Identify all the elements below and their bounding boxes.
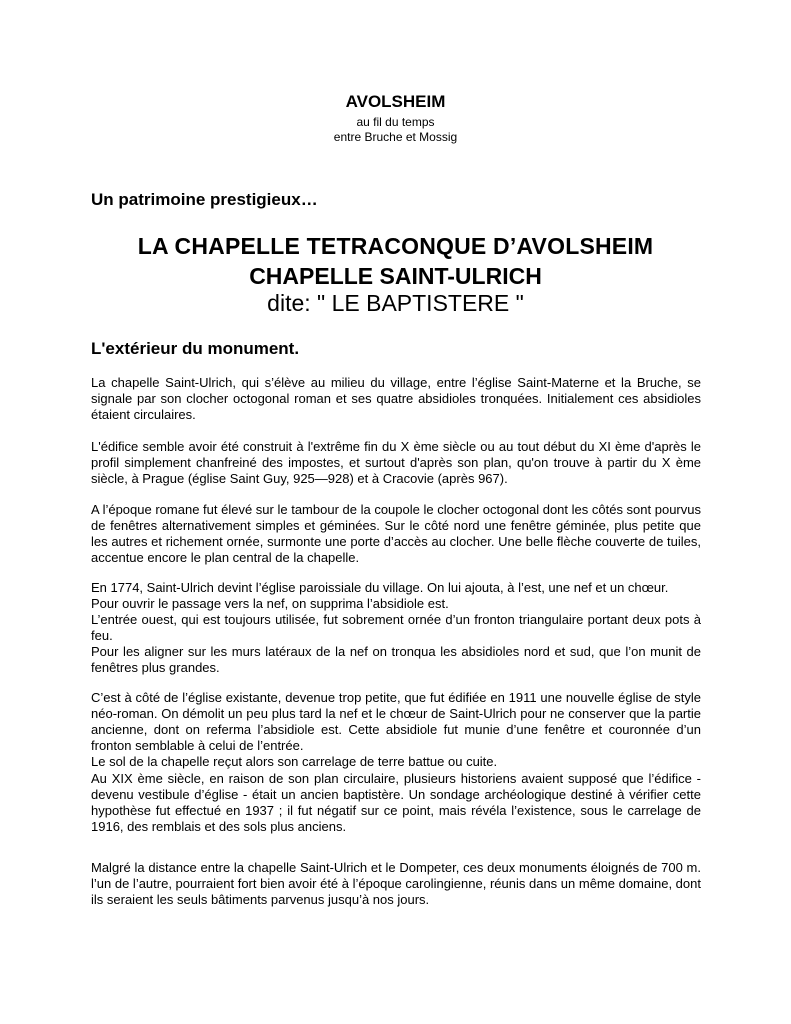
paragraph-5-line-2: Le sol de la chapelle reçut alors son carrelage de terre battue ou cuite. bbox=[91, 754, 498, 769]
paragraph-4-line-1: En 1774, Saint-Ulrich devint l’église paroissiale du village. On lui ajouta, à l’est, une nef et un chœur. bbox=[91, 580, 669, 595]
paragraph-2: L'édifice semble avoir été construit à l'extrême fin du X ème siècle ou au tout début du XI ème d'après le profil simplement chanfreiné des impostes, et surtout d'après son plan, qu'on trouve à partir du X ème siècle, à Prague (église Saint Guy, 925—928) et à Cracovie (après 967). bbox=[91, 439, 701, 486]
header-title: AVOLSHEIM bbox=[345, 92, 446, 111]
main-title-line-2: CHAPELLE SAINT-ULRICH bbox=[249, 263, 542, 289]
paragraph-4-line-4: Pour les aligner sur les murs latéraux de la nef on tronqua les absidioles nord et sud, que l’on munit de fenêtres plus grandes. bbox=[91, 644, 701, 675]
paragraph-1: La chapelle Saint-Ulrich, qui s’élève au milieu du village, entre l’église Saint-Materne et la Bruche, se signale par son clocher octogonal roman et ses quatre absidioles tronquées. Initialement ces absidioles étaient circulaires. bbox=[91, 375, 701, 422]
paragraph-6: Au XIX ème siècle, en raison de son plan circulaire, plusieurs historiens avaient supposé que l’édifice - devenu vestibule d’église - était un ancien baptistère. Un sondage archéologique destiné à vérifier cette hypothèse fut effectué en 1937 ; il fut négatif sur ce point, mais révéla l’existence, sous le carrelage de 1916, des remblais et des sols plus anciens. bbox=[91, 771, 701, 834]
header-subtitle-2: entre Bruche et Mossig bbox=[333, 130, 458, 144]
paragraph-5-line-1: C’est à côté de l’église existante, devenue trop petite, que fut édifiée en 1911 une nouvelle église de style néo-roman. On démolit un peu plus tard la nef et le chœur de Saint-Ulrich pour ne conserver que la partie ancienne, dont on referma l’absidiole est. Cette absidiole fut munie d’une fenêtre et couronnée d’un fronton semblable à celui de l’entrée. bbox=[91, 690, 701, 753]
paragraph-4 bbox=[91, 580, 701, 676]
lead-heading: Un patrimoine prestigieux… bbox=[91, 190, 318, 209]
paragraph-5 bbox=[91, 690, 701, 770]
section-heading: L'extérieur du monument. bbox=[91, 339, 300, 358]
paragraph-7: Malgré la distance entre la chapelle Saint-Ulrich et le Dompeter, ces deux monuments éloignés de 700 m. l’un de l’autre, pourraient fort bien avoir été à l’époque carolingienne, réunis dans un même domaine, dont ils seraient les seuls bâtiments parvenus jusqu’à nos jours. bbox=[91, 860, 701, 907]
paragraph-3: A l’époque romane fut élevé sur le tambour de la coupole le clocher octogonal dont les côtés sont pourvus de fenêtres alternativement simples et géminées. Sur le côté nord une fenêtre géminée, plus petite que les autres et richement ornée, surmonte une porte d’accès au clocher. Une belle flèche couverte de tuiles, accentue encore le plan central de la chapelle. bbox=[91, 502, 701, 565]
main-title-line-1: LA CHAPELLE TETRACONQUE D’AVOLSHEIM bbox=[137, 233, 654, 259]
paragraph-4-line-3: L’entrée ouest, qui est toujours utilisée, fut sobrement ornée d’un fronton triangulaire portant deux pots à feu. bbox=[91, 612, 701, 643]
paragraph-4-line-2: Pour ouvrir le passage vers la nef, on supprima l’absidiole est. bbox=[91, 596, 449, 611]
header-subtitle-1: au fil du temps bbox=[356, 115, 435, 129]
main-title-line-3: dite: " LE BAPTISTERE " bbox=[267, 290, 524, 316]
